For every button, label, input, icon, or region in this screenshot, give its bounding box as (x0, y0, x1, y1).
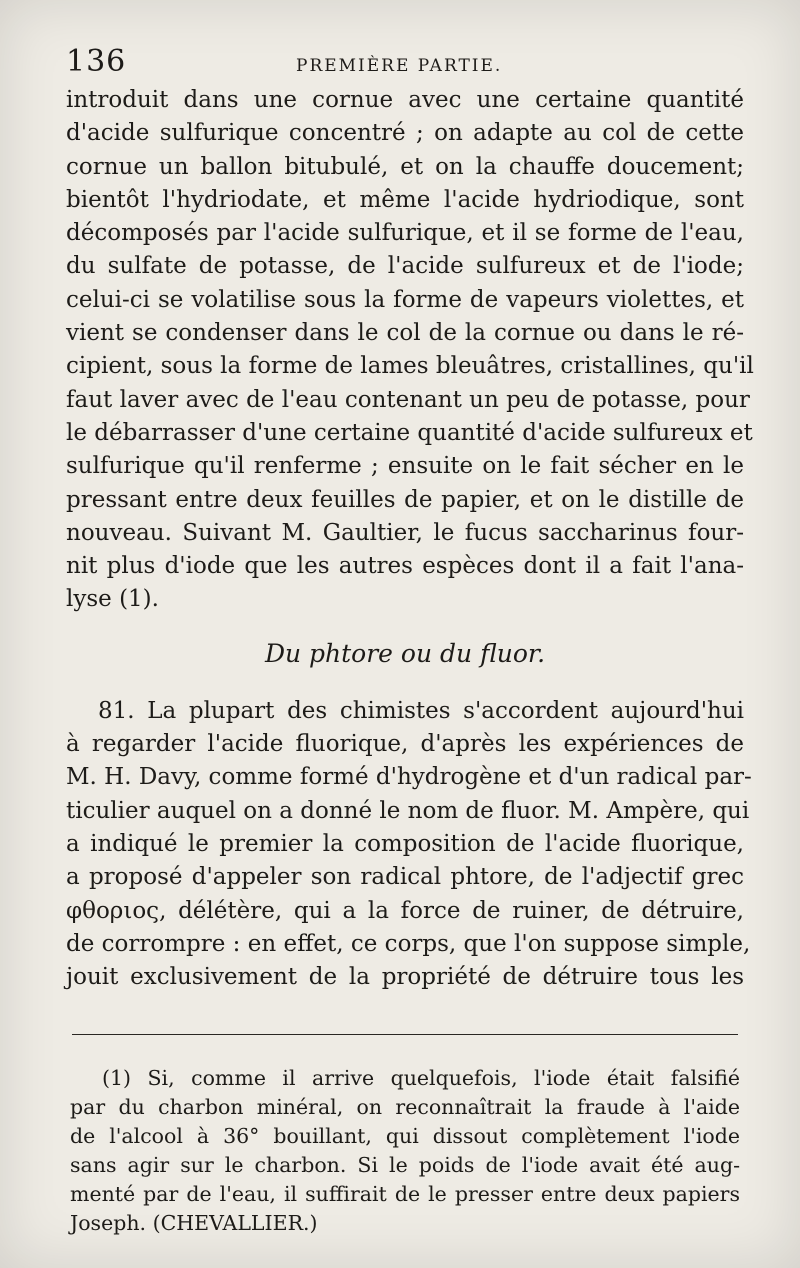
footnote (70, 1064, 740, 1238)
footnote-line: par du charbon minéral, on reconnaîtrait la fraude à l'aide (70, 1095, 740, 1119)
text-line: a proposé d'appeler son radical phtore, de l'adjectif grec (66, 864, 744, 891)
footnote-line: (1) Si, comme il arrive quelquefois, l'iode était falsifié (102, 1066, 740, 1090)
text-line: décomposés par l'acide sulfurique, et il se forme de l'eau, (66, 220, 744, 247)
text-line: introduit dans une cornue avec une certaine quantité (66, 87, 744, 113)
text-line: le débarrasser d'une certaine quantité d'acide sulfureux et (66, 419, 753, 446)
section-title: Du phtore ou du fluor. (264, 638, 546, 668)
text-line: cipient, sous la forme de lames bleuâtres, cristallines, qu'il (66, 353, 754, 380)
footnote-divider (72, 1034, 738, 1035)
footnote-line: menté par de l'eau, il suffirait de le presser entre deux papiers (70, 1182, 740, 1206)
footnote-line: de l'alcool à 36° bouillant, qui dissout complètement l'iode (70, 1124, 740, 1148)
text-line: jouit exclusivement de la propriété de détruire tous les (66, 964, 744, 991)
text-line: sulfurique qu'il renferme ; ensuite on le fait sécher en le (66, 453, 744, 480)
footnote-line: sans agir sur le charbon. Si le poids de l'iode avait été aug- (70, 1153, 740, 1177)
main-text (66, 84, 754, 994)
text-line: d'acide sulfurique concentré ; on adapte au col de cette (66, 120, 744, 147)
text-line: φθοριος, délétère, qui a la force de ruiner, de détruire, (66, 897, 744, 924)
text-line: bientôt l'hydriodate, et même l'acide hydriodique, sont (66, 186, 744, 213)
text-line: lyse (1). (66, 586, 159, 613)
running-head: PREMIÈRE PARTIE. (296, 56, 503, 76)
text-line: cornue un ballon bitubulé, et on la chauffe doucement; (66, 153, 744, 180)
text-line: 81. La plupart des chimistes s'accordent aujourd'hui (98, 697, 744, 724)
text-line: du sulfate de potasse, de l'acide sulfureux et de l'iode; (66, 253, 744, 280)
text-line: a indiqué le premier la composition de l'acide fluorique, (66, 830, 744, 857)
text-line: nouveau. Suivant M. Gaultier, le fucus saccharinus four- (66, 519, 744, 546)
text-line: pressant entre deux feuilles de papier, et on le distille de (66, 486, 744, 513)
footnote-line: Joseph. (CHEVALLIER.) (70, 1211, 318, 1235)
text-line: faut laver avec de l'eau contenant un peu de potasse, pour (66, 386, 750, 413)
text-line: de corrompre : en effet, ce corps, que l'on suppose simple, (66, 930, 751, 957)
text-line: à regarder l'acide fluorique, d'après les expériences de (66, 731, 744, 758)
page-number: 136 (66, 44, 127, 79)
page-header (66, 44, 760, 84)
text-line: nit plus d'iode que les autres espèces dont il a fait l'ana- (66, 553, 744, 580)
text-line: ticulier auquel on a donné le nom de fluor. M. Ampère, qui (66, 797, 750, 824)
text-line: vient se condenser dans le col de la cornue ou dans le ré- (66, 320, 744, 347)
text-line: celui-ci se volatilise sous la forme de vapeurs violettes, et (66, 286, 744, 313)
text-line: M. H. Davy, comme formé d'hydrogène et d'un radical par- (66, 764, 752, 791)
